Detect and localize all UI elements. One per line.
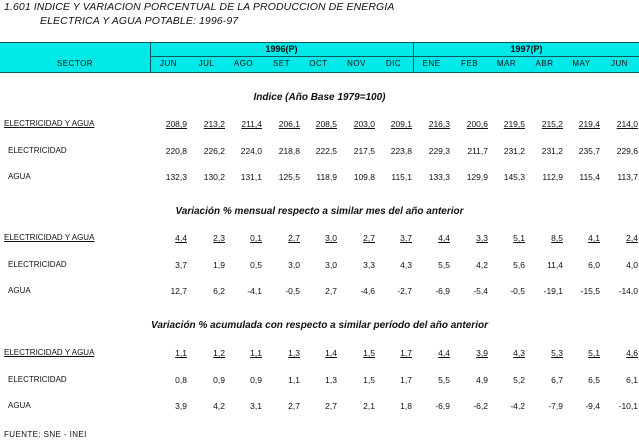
month-header: AGO: [233, 59, 254, 68]
table-cell: 3,0: [325, 233, 337, 243]
header-divider-years-months: [150, 56, 639, 57]
table-cell: 5,5: [438, 375, 450, 385]
table-cell: 5,2: [513, 375, 525, 385]
table-cell: 208,9: [165, 119, 187, 129]
table-cell: 222,5: [315, 146, 337, 156]
table-cell: 0,5: [250, 260, 262, 270]
table-cell: 130,2: [203, 172, 225, 182]
table-cell: 1,7: [400, 375, 412, 385]
table-cell: -7,9: [548, 401, 563, 411]
table-title-line2: ELECTRICA Y AGUA POTABLE: 1996-97: [40, 15, 239, 27]
table-cell: -14,0: [618, 286, 638, 296]
table-cell: 0,9: [250, 375, 262, 385]
table-cell: 1,1: [288, 375, 300, 385]
table-cell: 4,2: [476, 260, 488, 270]
month-header: NOV: [347, 59, 366, 68]
table-title-line1: 1.601 INDICE Y VARIACION PORCENTUAL DE LA PRODUCCION DE ENERGIA: [4, 1, 395, 13]
table-cell: 3,0: [325, 260, 337, 270]
table-cell: 214,0: [616, 119, 638, 129]
table-cell: 129,9: [466, 172, 488, 182]
table-cell: -6,9: [435, 286, 450, 296]
row-label: ELECTRICIDAD: [8, 146, 67, 155]
table-cell: 3,9: [175, 401, 187, 411]
section-title: Variación % mensual respecto a similar mes del año anterior: [175, 206, 464, 217]
table-cell: 217,5: [353, 146, 375, 156]
month-header: FEB: [460, 59, 479, 68]
table-cell: 1,4: [325, 348, 337, 358]
table-cell: 118,9: [316, 172, 337, 182]
table-cell: -2,7: [397, 286, 412, 296]
table-cell: 112,9: [542, 172, 563, 182]
table-cell: 206,1: [278, 119, 300, 129]
table-cell: 5,5: [438, 260, 450, 270]
table-cell: 4,0: [626, 260, 638, 270]
table-cell: 2,7: [288, 401, 300, 411]
table-cell: 5,3: [551, 348, 563, 358]
table-cell: 6,1: [626, 375, 638, 385]
table-cell: 1,8: [400, 401, 412, 411]
table-cell: 229,6: [616, 146, 638, 156]
month-header: SET: [272, 59, 291, 68]
table-cell: -9,4: [585, 401, 600, 411]
row-label: ELECTRICIDAD Y AGUA: [4, 119, 95, 128]
table-cell: 4,4: [438, 233, 450, 243]
table-cell: 1,9: [213, 260, 225, 270]
table-cell: 3,7: [175, 260, 187, 270]
table-cell: 0,1: [250, 233, 262, 243]
table-cell: 3,3: [476, 233, 488, 243]
table-cell: 4,2: [213, 401, 225, 411]
table-cell: 4,9: [476, 375, 488, 385]
row-label: ELECTRICIDAD: [8, 260, 67, 269]
table-cell: 3,1: [250, 401, 262, 411]
table-cell: 2,4: [626, 233, 638, 243]
table-cell: 211,7: [467, 146, 488, 156]
section-title: Indice (Año Base 1979=100): [253, 92, 386, 103]
table-cell: 220,8: [165, 146, 187, 156]
table-cell: -6,2: [473, 401, 488, 411]
table-cell: -4,2: [510, 401, 525, 411]
table-cell: 1,1: [250, 348, 262, 358]
row-label: ELECTRICIDAD Y AGUA: [4, 348, 95, 357]
table-cell: 145,3: [503, 172, 525, 182]
month-header: OCT: [309, 59, 328, 68]
table-cell: 3,3: [363, 260, 375, 270]
table-cell: 226,2: [203, 146, 225, 156]
month-header: JUN: [610, 59, 629, 68]
year-1996-header: 1996(P): [265, 44, 298, 54]
table-cell: 132,3: [165, 172, 187, 182]
row-label: ELECTRICIDAD: [8, 375, 67, 384]
table-cell: 229,3: [428, 146, 450, 156]
table-cell: 4,4: [438, 348, 450, 358]
table-cell: 213,2: [203, 119, 225, 129]
table-cell: 2,7: [363, 233, 375, 243]
table-cell: 4,3: [400, 260, 412, 270]
month-header: ENE: [422, 59, 441, 68]
table-cell: 115,1: [391, 172, 412, 182]
sector-column-header: SECTOR: [56, 59, 94, 68]
table-cell: 3,0: [288, 260, 300, 270]
table-cell: 200,6: [466, 119, 488, 129]
table-cell: 223,8: [390, 146, 412, 156]
table-cell: -0,5: [285, 286, 300, 296]
table-cell: 4,4: [175, 233, 187, 243]
table-cell: 11,4: [547, 260, 563, 270]
table-cell: 1,3: [288, 348, 300, 358]
table-cell: 6,7: [551, 375, 563, 385]
table-cell: 8,5: [551, 233, 563, 243]
table-cell: 215,2: [541, 119, 563, 129]
table-cell: 0,8: [175, 375, 187, 385]
table-cell: 209,1: [390, 119, 412, 129]
table-cell: 231,2: [541, 146, 563, 156]
table-cell: 2,3: [213, 233, 225, 243]
table-cell: 4,1: [588, 233, 600, 243]
table-cell: 1,7: [400, 348, 412, 358]
table-cell: 133,3: [428, 172, 450, 182]
table-cell: 0,9: [213, 375, 225, 385]
table-cell: 4,3: [513, 348, 525, 358]
table-cell: -10,1: [618, 401, 638, 411]
table-cell: -4,1: [247, 286, 262, 296]
table-cell: 216,3: [428, 119, 450, 129]
table-cell: 109,8: [353, 172, 375, 182]
table-cell: 2,1: [363, 401, 375, 411]
table-cell: 3,9: [476, 348, 488, 358]
table-cell: 5,1: [588, 348, 600, 358]
table-cell: -0,5: [510, 286, 525, 296]
table-cell: 12,7: [170, 286, 187, 296]
table-cell: 2,7: [325, 286, 337, 296]
table-cell: 5,1: [513, 233, 525, 243]
table-cell: -6,9: [435, 401, 450, 411]
table-cell: 219,5: [503, 119, 525, 129]
table-cell: 1,5: [363, 348, 375, 358]
row-label: AGUA: [8, 401, 31, 410]
month-header: MAR: [496, 59, 517, 68]
table-cell: 113,7: [617, 172, 638, 182]
table-cell: -19,1: [543, 286, 563, 296]
row-label: AGUA: [8, 172, 31, 181]
section-title: Variación % acumulada con respecto a similar período del año anterior: [151, 320, 488, 331]
table-cell: 6,2: [213, 286, 225, 296]
table-cell: 231,2: [503, 146, 525, 156]
table-cell: 115,4: [579, 172, 600, 182]
table-cell: 6,5: [588, 375, 600, 385]
table-cell: 218,8: [278, 146, 300, 156]
month-header: DIC: [385, 59, 402, 68]
table-cell: -4,6: [360, 286, 375, 296]
table-cell: 131,1: [240, 172, 262, 182]
month-header: JUL: [198, 59, 215, 68]
table-cell: -15,5: [580, 286, 600, 296]
table-cell: -5,4: [473, 286, 488, 296]
source-footnote: FUENTE: SNE - INEI: [4, 430, 87, 439]
month-header: MAY: [572, 59, 591, 68]
row-label: ELECTRICIDAD Y AGUA: [4, 233, 95, 242]
table-cell: 219,4: [578, 119, 600, 129]
table-cell: 1,3: [325, 375, 337, 385]
row-label: AGUA: [8, 286, 31, 295]
table-cell: 125,5: [278, 172, 300, 182]
table-cell: 224,0: [240, 146, 262, 156]
table-cell: 1,5: [363, 375, 375, 385]
table-cell: 6,0: [588, 260, 600, 270]
table-cell: 3,7: [400, 233, 412, 243]
year-1997-header: 1997(P): [510, 44, 543, 54]
table-cell: 235,7: [578, 146, 600, 156]
table-cell: 1,1: [175, 348, 187, 358]
table-cell: 1,2: [213, 348, 225, 358]
table-cell: 208,5: [315, 119, 337, 129]
table-cell: 5,6: [513, 260, 525, 270]
table-cell: 211,4: [241, 119, 262, 129]
table-cell: 2,7: [325, 401, 337, 411]
table-cell: 2,7: [288, 233, 300, 243]
month-header: ABR: [535, 59, 554, 68]
table-cell: 4,6: [626, 348, 638, 358]
table-cell: 203,0: [353, 119, 375, 129]
month-header: JUN: [159, 59, 178, 68]
